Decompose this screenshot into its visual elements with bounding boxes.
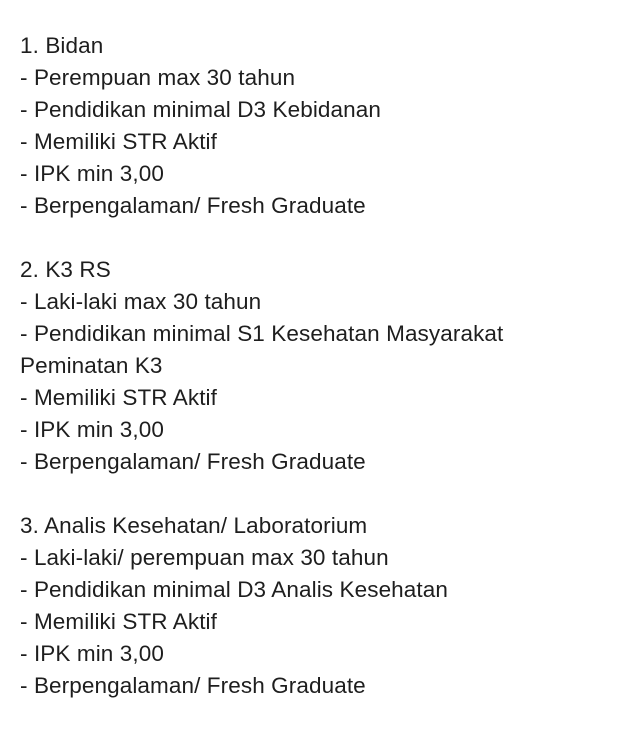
requirement-item: - Memiliki STR Aktif <box>20 609 218 634</box>
requirement-item: - Pendidikan minimal D3 Analis Kesehatan <box>20 577 448 602</box>
section-title: 1. Bidan <box>20 33 104 58</box>
section-analis-kesehatan <box>20 510 630 702</box>
requirement-item: - Perempuan max 30 tahun <box>20 65 296 90</box>
section-title: 3. Analis Kesehatan/ Laboratorium <box>20 513 368 538</box>
section-bidan <box>20 30 630 222</box>
requirement-item: - Berpengalaman/ Fresh Graduate <box>20 673 366 698</box>
requirement-item: - Berpengalaman/ Fresh Graduate <box>20 193 366 218</box>
requirement-item: - IPK min 3,00 <box>20 161 164 186</box>
requirement-item: - Laki-laki max 30 tahun <box>20 289 262 314</box>
requirements-document <box>20 30 630 734</box>
requirement-item: - Laki-laki/ perempuan max 30 tahun <box>20 545 389 570</box>
section-k3-rs <box>20 254 630 478</box>
requirement-item: - Memiliki STR Aktif <box>20 129 218 154</box>
requirement-item-continuation: Peminatan K3 <box>20 353 163 378</box>
requirement-item: - Pendidikan minimal D3 Kebidanan <box>20 97 382 122</box>
requirement-item: - IPK min 3,00 <box>20 417 164 442</box>
requirement-item: - Memiliki STR Aktif <box>20 385 218 410</box>
requirement-item: - Berpengalaman/ Fresh Graduate <box>20 449 366 474</box>
requirement-item: - IPK min 3,00 <box>20 641 164 666</box>
requirement-item: - Pendidikan minimal S1 Kesehatan Masyarakat <box>20 321 504 346</box>
section-title: 2. K3 RS <box>20 257 111 282</box>
